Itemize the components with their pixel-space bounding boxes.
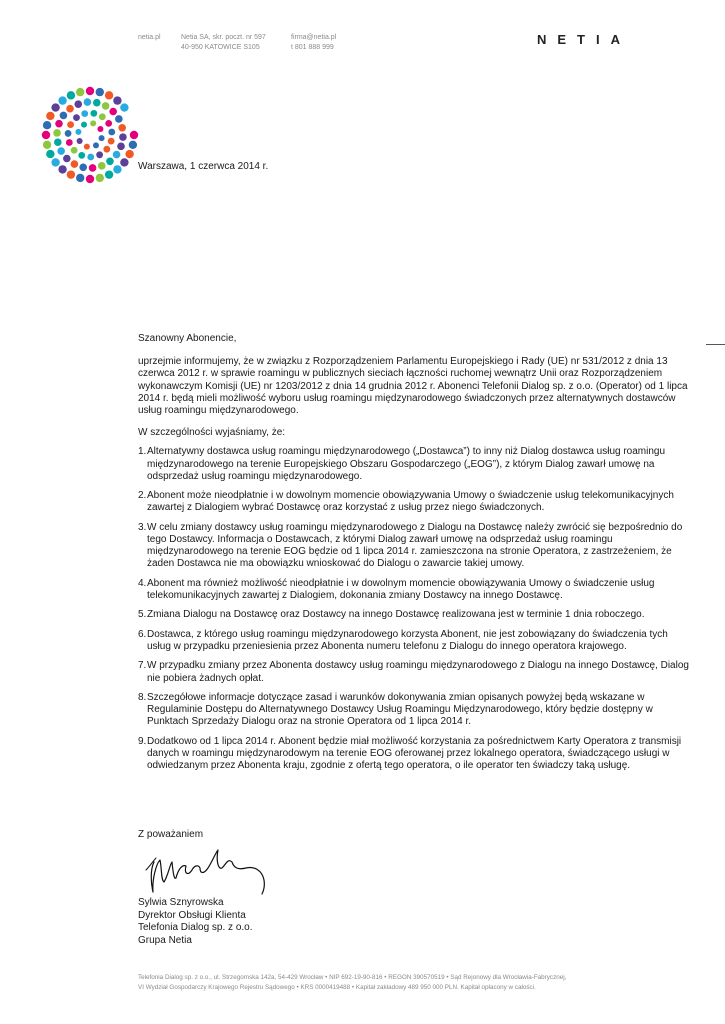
logo-dot: [98, 162, 106, 170]
footer-line-2: VI Wydział Gospodarczy Krajowego Rejestru Sądowego • KRS 0000419488 • Kapitał zakładowy 489 950 000 PLN. Kapitał opłacony w całości.: [138, 983, 536, 991]
netia-logo-icon: [40, 85, 140, 185]
logo-dot: [118, 124, 126, 132]
logo-dot: [42, 131, 50, 139]
logo-dot: [108, 138, 115, 145]
logo-dot: [77, 138, 83, 144]
header-contact: [291, 33, 336, 53]
fold-mark: [706, 344, 725, 345]
list-item: [138, 692, 690, 729]
logo-dot: [81, 122, 87, 128]
item-number: 4.: [138, 577, 147, 589]
logo-dot: [60, 112, 68, 120]
logo-dot: [71, 160, 79, 168]
signer-title: Dyrektor Obsługi Klienta: [138, 909, 246, 921]
logo-dot: [54, 138, 62, 146]
logo-dot: [96, 88, 104, 96]
list-item: [138, 522, 690, 571]
logo-dot: [78, 152, 85, 159]
logo-dot: [79, 163, 87, 171]
explanation-list: [138, 446, 690, 772]
list-item: [138, 609, 690, 621]
header-phone: t 801 888 999: [291, 44, 334, 51]
logo-dot: [125, 150, 133, 158]
logo-dot: [129, 141, 137, 149]
logo-dot: [96, 174, 104, 182]
item-text: Dodatkowo od 1 lipca 2014 r. Abonent będzie miał możliwość korzystania za pośrednictwem Karty Operatora z transmisji danych w roamingu międzynarodowym na terenie EOG oferowanej przez lokalnego operatora, świadczącego usługi w odwiedzanym przez Abonenta kraju, zgodnie z ofertą tego operatora, o ile operator ten świadczy taką usługę.: [147, 735, 682, 772]
list-item: [138, 446, 690, 483]
item-number: 9.: [138, 735, 147, 747]
item-number: 5.: [138, 609, 147, 621]
logo-dot: [103, 146, 110, 153]
logo-dot: [105, 120, 112, 127]
logo-dot: [105, 91, 113, 99]
item-number: 1.: [138, 446, 147, 458]
logo-dot: [73, 114, 80, 121]
logo-dot: [46, 112, 54, 120]
item-number: 7.: [138, 660, 147, 672]
item-number: 8.: [138, 691, 147, 703]
logo-dot: [117, 143, 125, 151]
logo-dot: [93, 99, 101, 107]
letter-date: Warszawa, 1 czerwca 2014 r.: [138, 161, 269, 172]
list-item: [138, 578, 690, 602]
logo-dot: [113, 165, 121, 173]
header-address-line2: 40-950 KATOWICE S105: [181, 44, 260, 51]
logo-dot: [90, 110, 97, 117]
item-text: W celu zmiany dostawcy usług roamingu międzynarodowego z Dialogu na Dostawcę należy zwrócić się bezpośrednio do tego Dostawcy. Informacja o Dostawcach, z którymi Dialog zawarł umowę na odsprzedaż usług roamingu międzynarodowego na terenie EOG będzie od 1 lipca 2014 r. zamieszczona na stronie Operatora, z zastrzeżeniem, że żaden Dostawca nie ma obowiązku wnioskować do Dialogu o zawarcie takiej umowy.: [147, 521, 683, 570]
logo-dot: [84, 144, 90, 150]
logo-dot: [115, 115, 123, 123]
logo-dot: [120, 158, 128, 166]
header-address: [181, 33, 266, 53]
logo-dot: [76, 174, 84, 182]
logo-dot: [58, 96, 66, 104]
logo-dot: [99, 113, 106, 120]
header-website: netia.pl: [138, 34, 161, 41]
item-text: Abonent ma również możliwość nieodpłatnie i w dowolnym momencie obowiązywania Umowy o świadczenie usług telekomunikacyjnych zawartej z Dialogiem, dokonania zmiany Dostawcy na innego Dostawcę.: [147, 577, 655, 602]
legal-footer: [138, 973, 698, 992]
handwritten-signature: [142, 840, 267, 898]
logo-dot: [97, 126, 103, 132]
header-email: firma@netia.pl: [291, 34, 337, 41]
list-item: [138, 736, 690, 773]
logo-dot: [67, 121, 74, 128]
closing-phrase: Z poważaniem: [138, 829, 204, 840]
signer-block: [138, 897, 253, 947]
logo-dot: [120, 103, 128, 111]
signer-group: Grupa Netia: [138, 934, 192, 946]
logo-dot: [57, 147, 65, 155]
logo-dot: [75, 129, 81, 135]
logo-dot: [113, 96, 121, 104]
logo-dot: [130, 131, 138, 139]
item-text: Zmiana Dialogu na Dostawcę oraz Dostawcy na innego Dostawcę realizowana jest w terminie 1 dnia roboczego.: [147, 609, 645, 621]
logo-dot: [66, 139, 73, 146]
logo-dot: [51, 158, 59, 166]
signer-name: Sylwia Sznyrowska: [138, 897, 224, 908]
logo-dot: [67, 170, 75, 178]
header-address-line1: Netia SA, skr. poczt. nr 597: [181, 34, 266, 41]
logo-dot: [102, 102, 110, 110]
logo-dot: [66, 105, 74, 113]
item-number: 2.: [138, 490, 147, 502]
signer-company: Telefonia Dialog sp. z o.o.: [138, 922, 253, 934]
logo-dot: [108, 129, 115, 136]
logo-dot: [53, 129, 61, 137]
list-item: [138, 660, 690, 684]
item-text: Dostawca, z którego usług roamingu międzynarodowego korzysta Abonent, nie jest zobowiązany do świadczenia tych usług w przypadku przeniesienia przez Abonenta numeru telefonu z Dialogu do innego operatora krajowego.: [147, 628, 668, 652]
greeting: Szanowny Abonencie,: [138, 333, 237, 344]
list-item: [138, 629, 690, 653]
item-text: W przypadku zmiany przez Abonenta dostawcy usług roamingu międzynarodowego z Dialogu na innego Dostawcę, Dialog nie pobiera żadnych opłat.: [147, 660, 689, 684]
item-text: Szczegółowe informacje dotyczące zasad i warunków dokonywania zmian opisanych powyżej będą wskazane w Regulaminie Dostępu do Alternatywnego Dostawcy Usług Roamingu Międzynarodowego, który będzie dostępny w Punktach Sprzedaży Dialogu oraz na stronie Operatora od 1 lipca 2014 r.: [147, 691, 653, 728]
logo-dot: [109, 108, 117, 116]
logo-dot: [86, 175, 94, 183]
lead-text: W szczególności wyjaśniamy, że:: [138, 427, 286, 439]
item-number: 3.: [138, 521, 147, 533]
logo-dot: [71, 147, 78, 154]
logo-dot: [63, 155, 71, 163]
logo-dot: [43, 121, 51, 129]
logo-dot: [89, 164, 97, 172]
logo-dot: [105, 170, 113, 178]
logo-dot: [96, 151, 103, 158]
logo-dot: [76, 88, 84, 96]
brand-logotype: NETIA: [537, 32, 631, 47]
logo-dot: [55, 120, 63, 128]
logo-dot: [46, 150, 54, 158]
item-text: Alternatywny dostawca usług roamingu międzynarodowego („Dostawca”) to inny niż Dialog dostawca usług roamingu międzynarodowego na terenie Europejskiego Obszaru Gospodarczego („EOG”), z którym Dialog zawarł umowę na odsprzedaż usług roamingu międzynarodowego.: [147, 446, 666, 482]
footer-line-1: Telefonia Dialog sp. z o.o., ul. Strzegomska 142a, 54-429 Wrocław • NIP 692-19-90-816 • REGON 390570519 • Sąd Rejonowy dla Wrocławia-Fabrycznej,: [138, 974, 567, 981]
logo-dot: [119, 133, 127, 141]
logo-dot: [58, 165, 66, 173]
letter-body: [138, 333, 690, 780]
logo-dot: [86, 87, 94, 95]
logo-dot: [84, 98, 92, 106]
list-item: [138, 490, 690, 514]
logo-dot: [90, 120, 96, 126]
logo-dot: [65, 130, 72, 137]
logo-dot: [74, 100, 82, 108]
intro-paragraph: uprzejmie informujemy, że w związku z Rozporządzeniem Parlamentu Europejskiego i Rady (UE) nr 531/2012 z dnia 13 czerwca 2012 r. w sprawie roamingu w publicznych sieciach łączności ruchomej wewnątrz Unii oraz Rozporządzeniem wykonawczym Komisji (UE) nr 1203/2012 z dnia 14 grudnia 2012 r. Abonenci Telefonii Dialog sp. z o.o. (Operator) od 1 lipca 2014 r. będą mieli możliwość wyboru usług roamingu międzynarodowego świadczonych przez alternatywnych dostawców usług roamingu międzynarodowego.: [138, 356, 688, 417]
item-number: 6.: [138, 628, 147, 640]
logo-dot: [43, 141, 51, 149]
logo-dot: [99, 135, 105, 141]
logo-dot: [93, 142, 99, 148]
logo-dot: [81, 110, 88, 117]
logo-dot: [87, 154, 94, 161]
logo-dot: [113, 151, 121, 159]
logo-dot: [67, 91, 75, 99]
logo-dot: [51, 103, 59, 111]
item-text: Abonent może nieodpłatnie i w dowolnym momencie obowiązywania Umowy o świadczenie usług telekomunikacyjnych zawartej z Dialogiem wybrać Dostawcę oraz korzystać z usług przez niego świadczonych.: [147, 490, 674, 514]
logo-dot: [106, 157, 114, 165]
